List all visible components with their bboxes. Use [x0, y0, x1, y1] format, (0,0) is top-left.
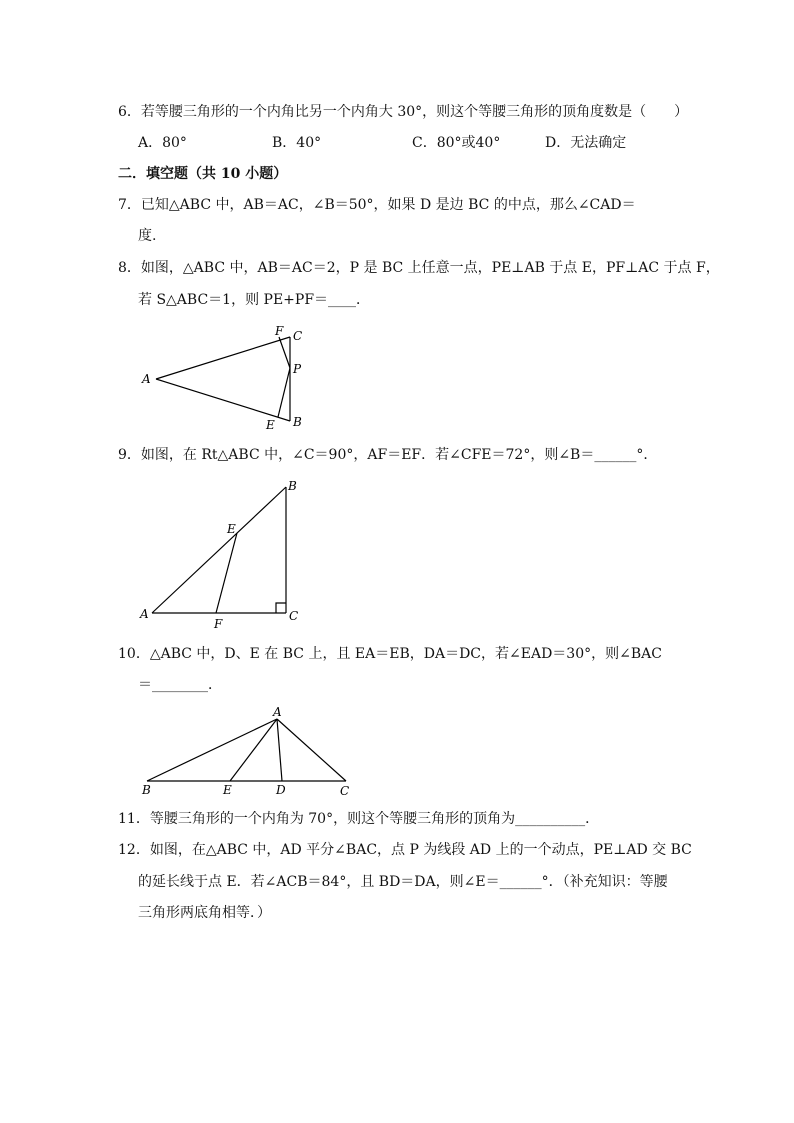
q8-label-p: P [293, 362, 302, 376]
q8-label-e: E [266, 418, 275, 432]
q11-line1: 11．等腰三角形的一个内角为 70°，则这个等腰三角形的顶角为__________． [118, 811, 600, 827]
q8-figure [130, 320, 330, 435]
q6-stem: 6．若等腰三角形的一个内角比另一个内角大 30°，则这个等腰三角形的顶角度数是（ ） [118, 104, 689, 120]
q8-line1: 8．如图，△ABC 中，AB＝AC＝2，P 是 BC 上任意一点，PE⊥AB 于点 E，PF⊥AC 于点 F， [118, 260, 720, 276]
q9-segment-fe [216, 533, 237, 613]
q9-figure [130, 475, 330, 635]
q9-label-f: F [214, 617, 223, 631]
q10-segment-ad [277, 719, 282, 781]
q9-right-angle-mark [276, 603, 286, 613]
q10-line1: 10．△ABC 中，D、E 在 BC 上，且 EA＝EB，DA＝DC，若∠EAD＝30°，则∠BAC [118, 646, 662, 662]
q10-figure [130, 702, 370, 802]
q8-segment-ac [156, 337, 290, 379]
q8-segment-pf [279, 337, 290, 368]
q10-segment-ae [230, 719, 277, 781]
q9-label-c: C [289, 609, 299, 623]
q10-label-c: C [340, 784, 350, 798]
q10-label-d: D [276, 783, 286, 797]
q10-segment-ac [277, 719, 346, 781]
q9-label-a: A [140, 607, 149, 621]
q7-line1: 7．已知△ABC 中，AB＝AC，∠B＝50°，如果 D 是边 BC 的中点，那么∠CAD＝ [118, 197, 636, 213]
q10-segment-ab [147, 719, 277, 781]
q8-label-c: C [293, 329, 303, 343]
q12-line3: 三角形两底角相等．） [138, 905, 271, 921]
q6-option-a: A．80° [138, 135, 187, 151]
q12-line2: 的延长线于点 E．若∠ACB＝84°，且 BD＝DA，则∠E＝______°．（补充知识：等腰 [138, 874, 668, 890]
q10-label-b: B [142, 783, 151, 797]
q9-label-e: E [227, 522, 236, 536]
q8-label-a: A [142, 372, 151, 386]
q9-line1: 9．如图，在 Rt△ABC 中，∠C＝90°，AF＝EF．若∠CFE＝72°，则∠B＝______°． [118, 447, 658, 463]
q8-segment-pe [278, 368, 290, 417]
q6-option-c: C．80°或40° [412, 135, 501, 151]
q9-label-b: B [288, 479, 297, 493]
q8-line2: 若 S△ABC＝1，则 PE+PF＝____． [138, 292, 371, 308]
q6-option-d: D．无法确定 [545, 135, 627, 151]
q8-segment-ab [156, 379, 290, 421]
q10-label-a: A [273, 705, 282, 719]
q9-segment-ab [152, 487, 286, 613]
q12-line1: 12．如图，在△ABC 中，AD 平分∠BAC，点 P 为线段 AD 上的一个动点，PE⊥AD 交 BC [118, 842, 692, 858]
q8-label-b: B [293, 415, 302, 429]
q7-line2: 度. [138, 228, 157, 244]
q10-line2: ＝________． [138, 677, 222, 693]
q10-label-e: E [223, 783, 232, 797]
q6-option-b: B．40° [272, 135, 322, 151]
q8-label-f: F [275, 324, 284, 338]
section-title-fill-in-blank: 二．填空题（共 10 小题） [118, 166, 288, 182]
